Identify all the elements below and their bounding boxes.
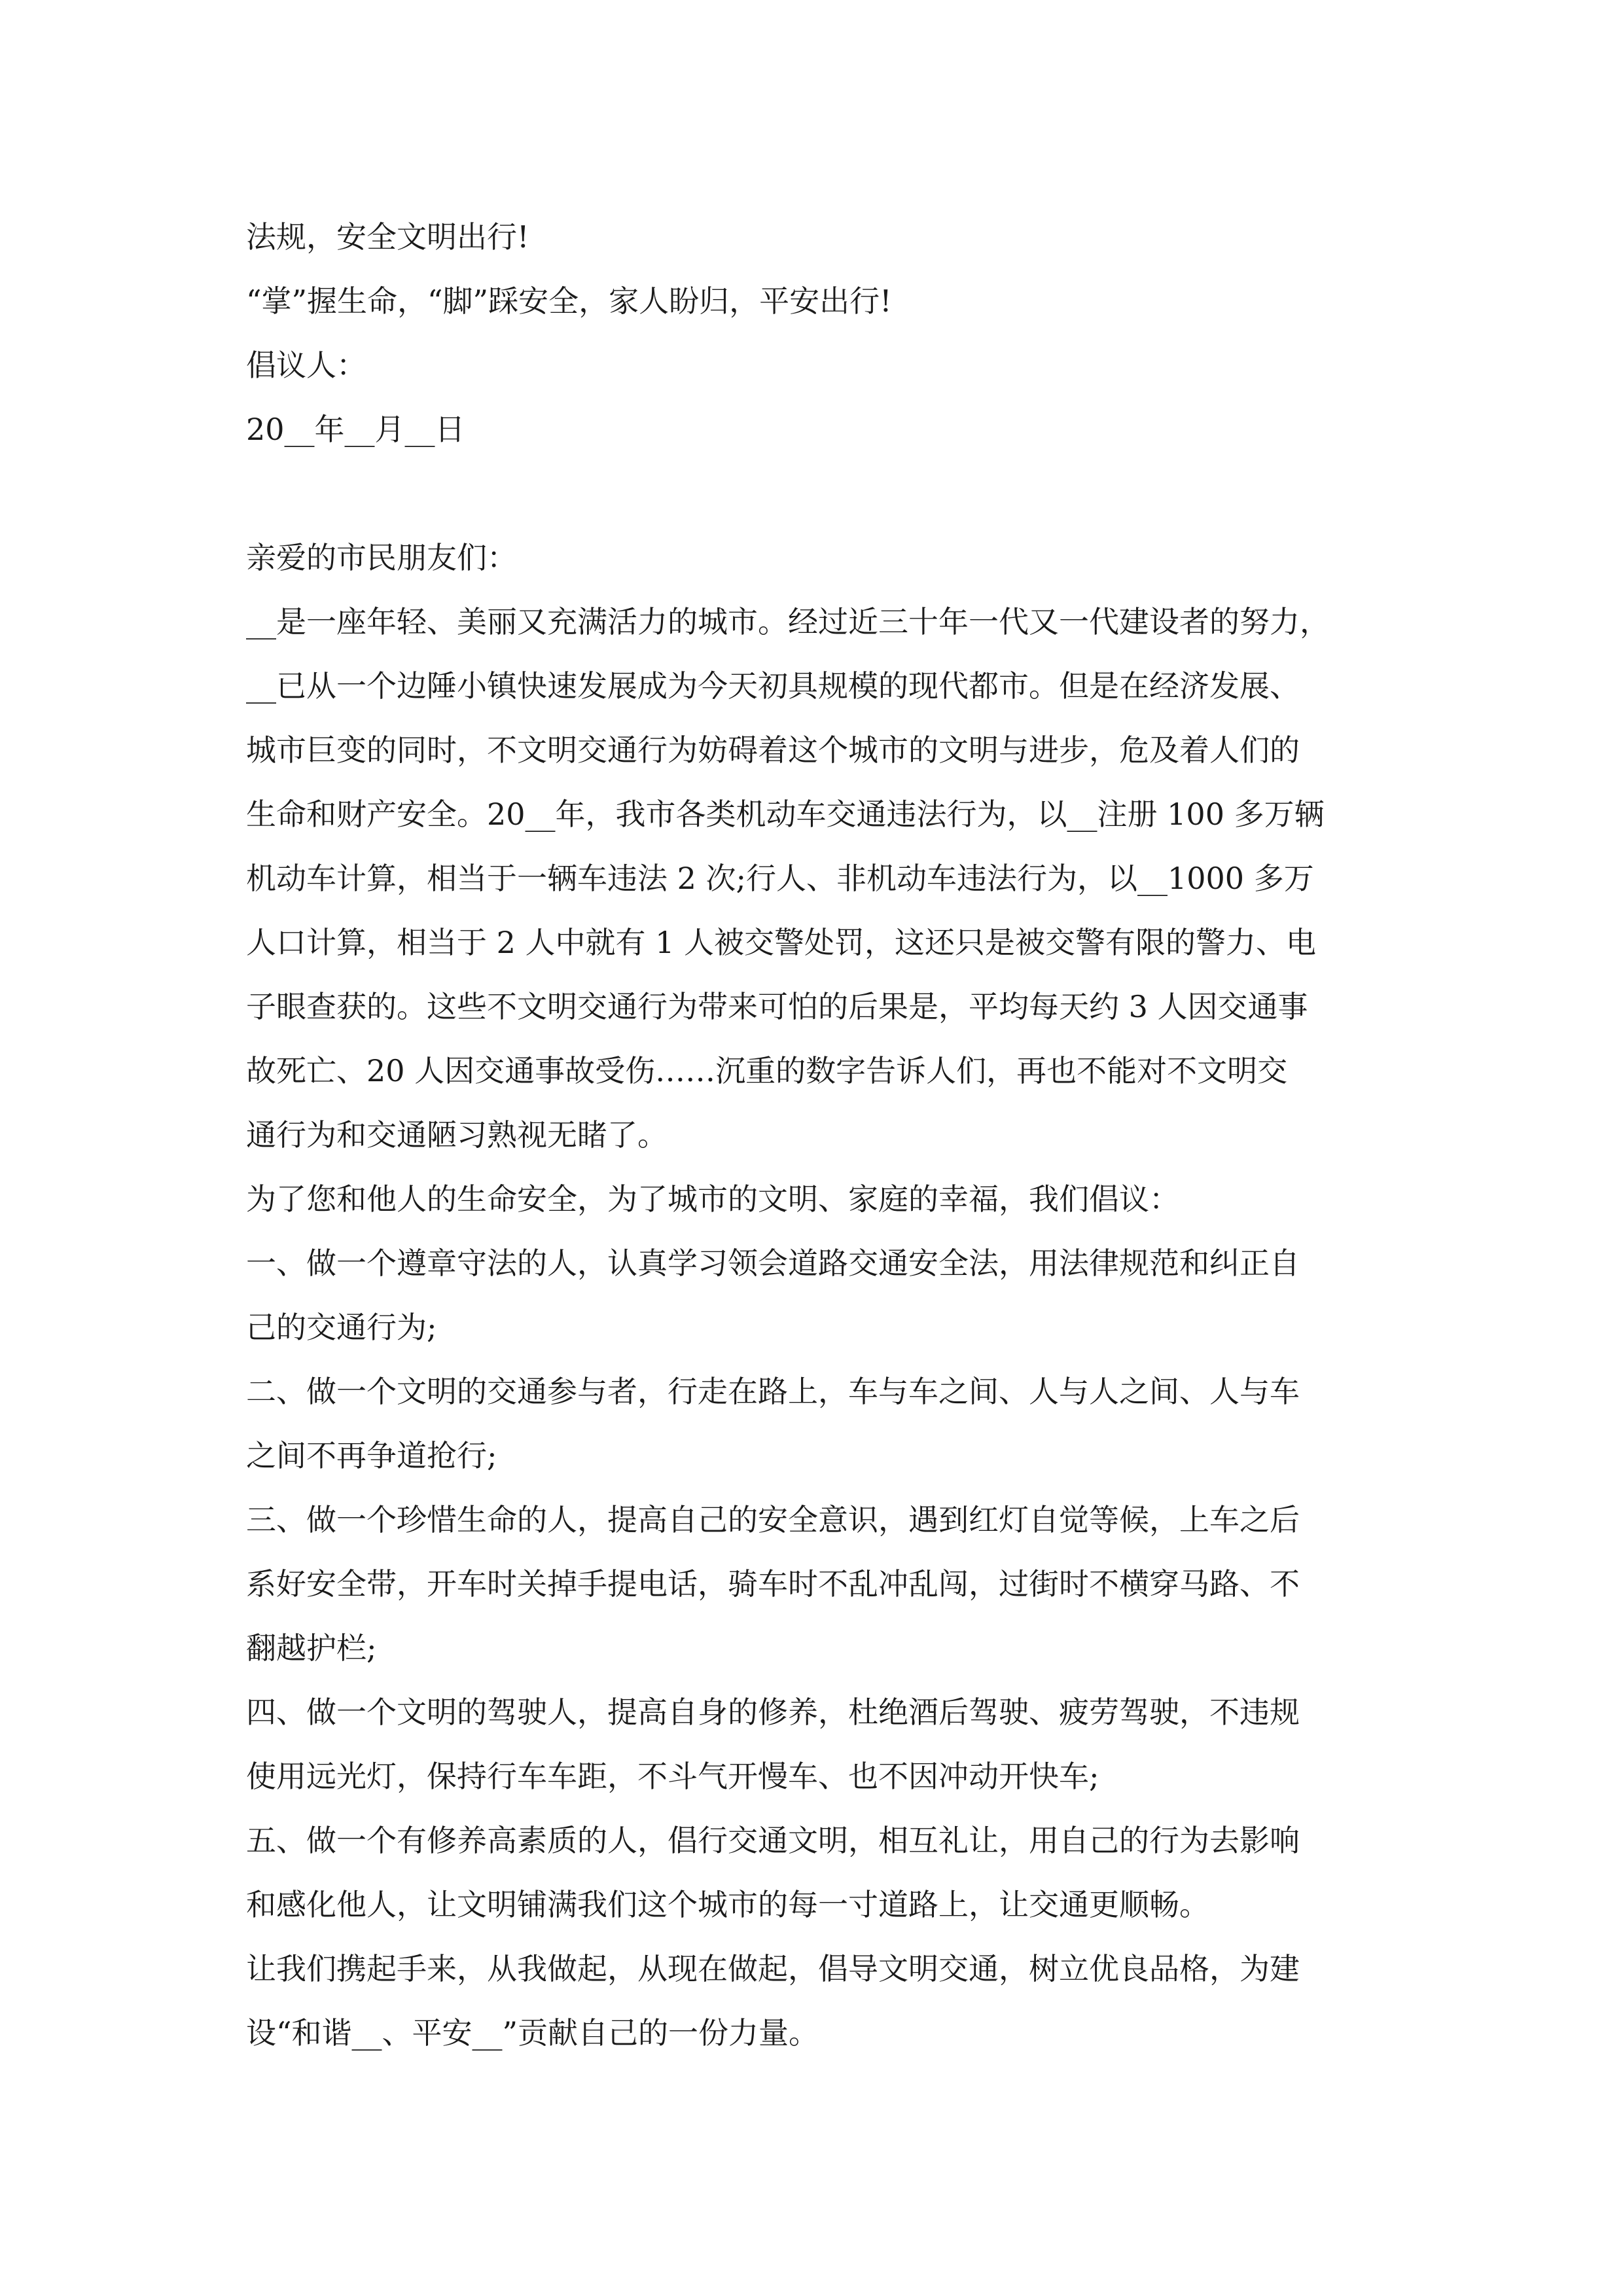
text-line: 人口计算，相当于 2 人中就有 1 人被交警处罚，这还只是被交警有限的警力、电 — [246, 925, 1317, 960]
text-line: __是一座年轻、美丽又充满活力的城市。经过近三十年一代又一代建设者的努力， — [246, 604, 1330, 639]
text-line: 机动车计算，相当于一辆车违法 2 次;行人、非机动车违法行为，以__1000 多万 — [246, 861, 1314, 896]
text-line: __已从一个边陲小镇快速发展成为今天初具规模的现代都市。但是在经济发展、 — [246, 668, 1300, 704]
text-line: 城市巨变的同时，不文明交通行为妨碍着这个城市的文明与进步，危及着人们的 — [246, 732, 1300, 768]
text-line: 设“和谐__、平安__”贡献自己的一份力量。 — [246, 2015, 819, 2051]
text-line: “掌”握生命，“脚”踩安全，家人盼归，平安出行! — [246, 283, 892, 319]
date-line: 20__年__月__日 — [246, 412, 465, 447]
text-line: 通行为和交通陋习熟视无睹了。 — [246, 1117, 668, 1153]
text-line: 使用远光灯，保持行车车距，不斗气开慢车、也不因冲动开快车; — [246, 1759, 1099, 1794]
text-line: 和感化他人，让文明铺满我们这个城市的每一寸道路上，让交通更顺畅。 — [246, 1887, 1209, 1922]
text-line: 生命和财产安全。20__年，我市各类机动车交通违法行为，以__注册 100 多万辆 — [246, 797, 1325, 832]
text-line: 三、做一个珍惜生命的人，提高自己的安全意识，遇到红灯自觉等候，上车之后 — [246, 1502, 1300, 1537]
text-line: 四、做一个文明的驾驶人，提高自身的修养，杜绝酒后驾驶、疲劳驾驶，不违规 — [246, 1695, 1300, 1730]
text-line: 法规，安全文明出行! — [246, 219, 529, 255]
text-line: 翻越护栏; — [246, 1630, 377, 1666]
text-line: 子眼查获的。这些不文明交通行为带来可怕的后果是，平均每天约 3 人因交通事 — [246, 989, 1308, 1024]
text-line: 系好安全带，开车时关掉手提电话，骑车时不乱冲乱闯，过街时不横穿马路、不 — [246, 1566, 1300, 1602]
text-line: 二、做一个文明的交通参与者，行走在路上，车与车之间、人与人之间、人与车 — [246, 1374, 1300, 1409]
text-line: 五、做一个有修养高素质的人，倡行交通文明，相互礼让，用自己的行为去影响 — [246, 1823, 1300, 1858]
text-line: 让我们携起手来，从我做起，从现在做起，倡导文明交通，树立优良品格，为建 — [246, 1951, 1300, 1986]
paragraph-gap — [246, 461, 1385, 526]
text-line: 一、做一个遵章守法的人，认真学习领会道路交通安全法，用法律规范和纠正自 — [246, 1246, 1300, 1281]
document-page — [246, 205, 1385, 2065]
text-line: 故死亡、20 人因交通事故受伤……沉重的数字告诉人们，再也不能对不文明交 — [246, 1053, 1288, 1088]
text-line: 之间不再争道抢行; — [246, 1438, 497, 1473]
text-line: 倡议人： — [246, 348, 366, 383]
salutation: 亲爱的市民朋友们： — [246, 540, 517, 575]
text-line: 为了您和他人的生命安全，为了城市的文明、家庭的幸福，我们倡议： — [246, 1181, 1179, 1217]
text-line: 己的交通行为; — [246, 1310, 437, 1345]
